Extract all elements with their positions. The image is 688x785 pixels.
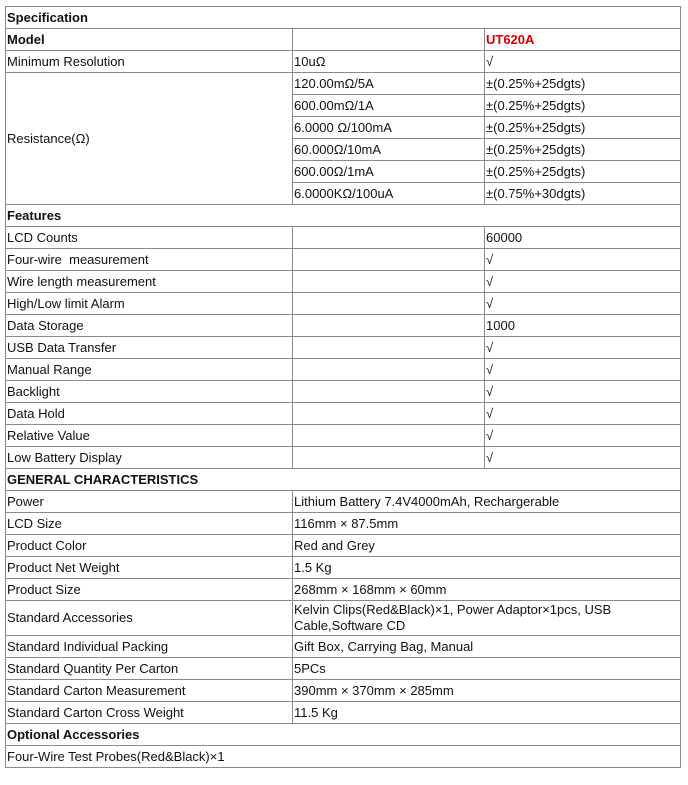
spec-sheet [5, 6, 681, 768]
feature-row [6, 271, 681, 293]
feature-label: Backlight [6, 381, 293, 403]
section-title-specification: Specification [6, 7, 681, 29]
feature-label: USB Data Transfer [6, 337, 293, 359]
resistance-accuracy: ±(0.25%+25dgts) [485, 161, 681, 183]
general-label: Standard Carton Measurement [6, 680, 293, 702]
general-row [6, 601, 681, 636]
model-row [6, 29, 681, 51]
feature-spacer-cell [293, 271, 485, 293]
general-value: Red and Grey [293, 535, 681, 557]
feature-spacer-cell [293, 359, 485, 381]
feature-spacer-cell [293, 315, 485, 337]
general-label: Product Color [6, 535, 293, 557]
feature-value: √ [485, 337, 681, 359]
resistance-range: 6.0000KΩ/100uA [293, 183, 485, 205]
section-header-row [6, 724, 681, 746]
general-row [6, 579, 681, 601]
feature-row [6, 425, 681, 447]
resistance-range: 60.000Ω/10mA [293, 139, 485, 161]
optional-row [6, 746, 681, 768]
section-title-optional-accessories: Optional Accessories [6, 724, 681, 746]
feature-row [6, 315, 681, 337]
feature-spacer-cell [293, 337, 485, 359]
general-label: Product Net Weight [6, 557, 293, 579]
feature-row [6, 403, 681, 425]
feature-label: Relative Value [6, 425, 293, 447]
specification-table [5, 6, 681, 768]
general-value: Gift Box, Carrying Bag, Manual [293, 636, 681, 658]
feature-row [6, 447, 681, 469]
feature-label: Data Storage [6, 315, 293, 337]
general-row [6, 702, 681, 724]
section-title-general-characteristics: GENERAL CHARACTERISTICS [6, 469, 681, 491]
feature-row [6, 249, 681, 271]
general-label: Standard Carton Cross Weight [6, 702, 293, 724]
general-row [6, 658, 681, 680]
resistance-row [6, 73, 681, 95]
feature-spacer-cell [293, 425, 485, 447]
general-row [6, 513, 681, 535]
min-resolution-check: √ [485, 51, 681, 73]
section-header-row [6, 205, 681, 227]
general-row [6, 557, 681, 579]
feature-label: Data Hold [6, 403, 293, 425]
general-label: Product Size [6, 579, 293, 601]
resistance-range: 120.00mΩ/5A [293, 73, 485, 95]
general-label: Standard Accessories [6, 601, 293, 636]
section-header-row [6, 469, 681, 491]
feature-spacer-cell [293, 381, 485, 403]
general-value: Kelvin Clips(Red&Black)×1, Power Adaptor×1pcs, USB Cable,Software CD [293, 601, 681, 636]
resistance-label: Resistance(Ω) [6, 73, 293, 205]
min-resolution-label: Minimum Resolution [6, 51, 293, 73]
resistance-accuracy: ±(0.25%+25dgts) [485, 95, 681, 117]
resistance-range: 600.00mΩ/1A [293, 95, 485, 117]
general-label: Power [6, 491, 293, 513]
general-value: 1.5 Kg [293, 557, 681, 579]
section-title-features: Features [6, 205, 681, 227]
general-row [6, 491, 681, 513]
general-label: Standard Quantity Per Carton [6, 658, 293, 680]
feature-spacer-cell [293, 447, 485, 469]
feature-label: High/Low limit Alarm [6, 293, 293, 315]
general-value: Lithium Battery 7.4V4000mAh, Rechargerable [293, 491, 681, 513]
feature-value: √ [485, 381, 681, 403]
min-resolution-row [6, 51, 681, 73]
optional-accessory-item: Four-Wire Test Probes(Red&Black)×1 [6, 746, 681, 768]
feature-value: √ [485, 447, 681, 469]
feature-value: 1000 [485, 315, 681, 337]
min-resolution-value: 10uΩ [293, 51, 485, 73]
general-row [6, 680, 681, 702]
resistance-range: 6.0000 Ω/100mA [293, 117, 485, 139]
resistance-accuracy: ±(0.25%+25dgts) [485, 139, 681, 161]
general-label: LCD Size [6, 513, 293, 535]
general-label: Standard Individual Packing [6, 636, 293, 658]
general-row [6, 535, 681, 557]
feature-value: √ [485, 249, 681, 271]
general-value: 268mm × 168mm × 60mm [293, 579, 681, 601]
feature-value: 60000 [485, 227, 681, 249]
feature-row [6, 337, 681, 359]
resistance-range: 600.00Ω/1mA [293, 161, 485, 183]
resistance-accuracy: ±(0.75%+30dgts) [485, 183, 681, 205]
feature-label: Wire length measurement [6, 271, 293, 293]
feature-row [6, 381, 681, 403]
feature-value: √ [485, 425, 681, 447]
model-value: UT620A [485, 29, 681, 51]
feature-label: Four-wire measurement [6, 249, 293, 271]
feature-row [6, 293, 681, 315]
model-label: Model [6, 29, 293, 51]
feature-spacer-cell [293, 403, 485, 425]
feature-spacer-cell [293, 227, 485, 249]
general-value: 116mm × 87.5mm [293, 513, 681, 535]
resistance-accuracy: ±(0.25%+25dgts) [485, 117, 681, 139]
feature-row [6, 227, 681, 249]
model-spacer-cell [293, 29, 485, 51]
general-row [6, 636, 681, 658]
section-header-row [6, 7, 681, 29]
resistance-accuracy: ±(0.25%+25dgts) [485, 73, 681, 95]
feature-value: √ [485, 403, 681, 425]
general-value: 11.5 Kg [293, 702, 681, 724]
feature-spacer-cell [293, 249, 485, 271]
feature-value: √ [485, 359, 681, 381]
feature-spacer-cell [293, 293, 485, 315]
feature-label: LCD Counts [6, 227, 293, 249]
feature-value: √ [485, 293, 681, 315]
feature-label: Low Battery Display [6, 447, 293, 469]
feature-row [6, 359, 681, 381]
feature-label: Manual Range [6, 359, 293, 381]
general-value: 390mm × 370mm × 285mm [293, 680, 681, 702]
general-value: 5PCs [293, 658, 681, 680]
feature-value: √ [485, 271, 681, 293]
